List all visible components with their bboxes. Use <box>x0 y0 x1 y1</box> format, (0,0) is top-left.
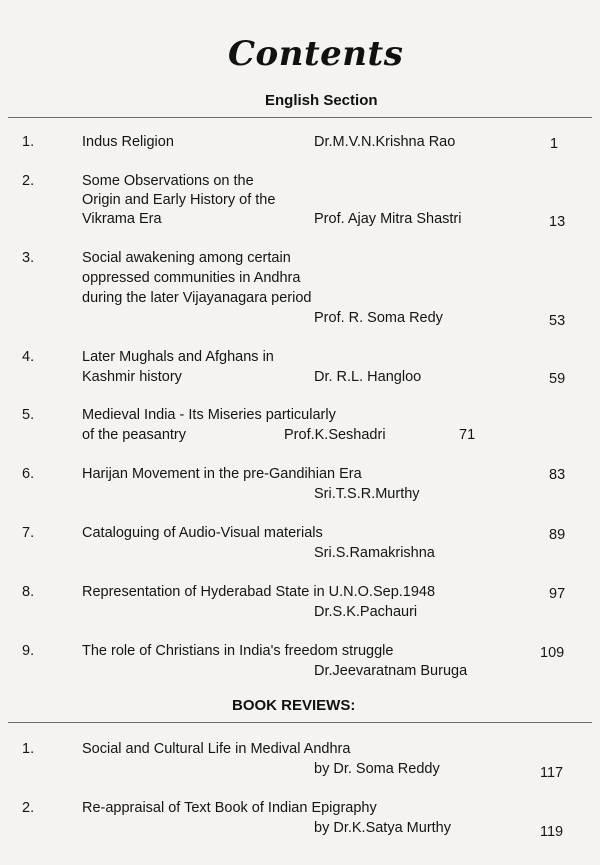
entry-page: 89 <box>549 527 566 543</box>
entry-author: Prof.K.Seshadri <box>284 427 386 443</box>
entry-page: 1 <box>550 136 559 152</box>
entry-title-line: Some Observations on the <box>82 173 254 189</box>
entry-number: 9. <box>22 643 35 659</box>
entry-author: Dr.Jeevaratnam Buruga <box>314 663 468 679</box>
entry-page: 71 <box>459 427 476 443</box>
review-number: 1. <box>22 741 35 757</box>
top-rule <box>8 117 592 118</box>
entry-title-line: Social awakening among certain <box>82 250 291 266</box>
page-title: Contents <box>228 34 404 74</box>
entry-page: 109 <box>540 645 565 661</box>
entry-author: Dr. R.L. Hangloo <box>314 369 422 385</box>
entry-number: 5. <box>22 407 35 423</box>
review-author: by Dr. Soma Reddy <box>314 761 440 777</box>
entry-title-line: during the later Vijayanagara period <box>82 290 312 306</box>
entry-title-line: Origin and Early History of the <box>82 192 276 208</box>
entry-title-line: The role of Christians in India's freedom struggle <box>82 643 394 659</box>
entry-page: 13 <box>549 214 566 230</box>
book-reviews-heading: BOOK REVIEWS: <box>232 697 356 714</box>
entry-title-line: oppressed communities in Andhra <box>82 270 301 286</box>
review-page: 119 <box>540 824 564 840</box>
entry-title-line: Indus Religion <box>82 134 174 150</box>
entry-number: 6. <box>22 466 35 482</box>
entry-number: 2. <box>22 173 35 189</box>
review-title: Re-appraisal of Text Book of Indian Epigraphy <box>82 800 377 816</box>
entry-page: 59 <box>549 371 566 387</box>
entry-title-line: Later Mughals and Afghans in <box>82 349 274 365</box>
entry-number: 3. <box>22 250 35 266</box>
entry-title-line: Vikrama Era <box>82 211 162 227</box>
entry-number: 1. <box>22 134 35 150</box>
entry-title-line: Harijan Movement in the pre-Gandihian Era <box>82 466 362 482</box>
entry-page: 83 <box>549 467 566 483</box>
entry-number: 4. <box>22 349 35 365</box>
entry-title-line: Cataloguing of Audio-Visual materials <box>82 525 323 541</box>
entry-number: 8. <box>22 584 35 600</box>
entry-title-line: Kashmir history <box>82 369 182 385</box>
review-title: Social and Cultural Life in Medival Andhra <box>82 741 351 757</box>
entry-number: 7. <box>22 525 35 541</box>
review-page: 117 <box>540 765 564 781</box>
entry-page: 53 <box>549 313 566 329</box>
entry-title-line: of the peasantry <box>82 427 186 443</box>
entry-page: 97 <box>549 586 566 602</box>
entry-author: Dr.S.K.Pachauri <box>314 604 418 620</box>
entry-author: Prof. Ajay Mitra Shastri <box>314 211 462 227</box>
entry-author: Sri.T.S.R.Murthy <box>314 486 420 502</box>
entry-title-line: Medieval India - Its Miseries particularly <box>82 407 336 423</box>
review-number: 2. <box>22 800 35 816</box>
review-author: by Dr.K.Satya Murthy <box>314 820 451 836</box>
english-section-heading: English Section <box>265 92 378 109</box>
entry-author: Sri.S.Ramakrishna <box>314 545 435 561</box>
middle-rule <box>8 722 592 723</box>
entry-title-line: Representation of Hyderabad State in U.N.O.Sep.1948 <box>82 584 436 600</box>
entry-author: Prof. R. Soma Redy <box>314 310 443 326</box>
entry-author: Dr.M.V.N.Krishna Rao <box>314 134 456 150</box>
